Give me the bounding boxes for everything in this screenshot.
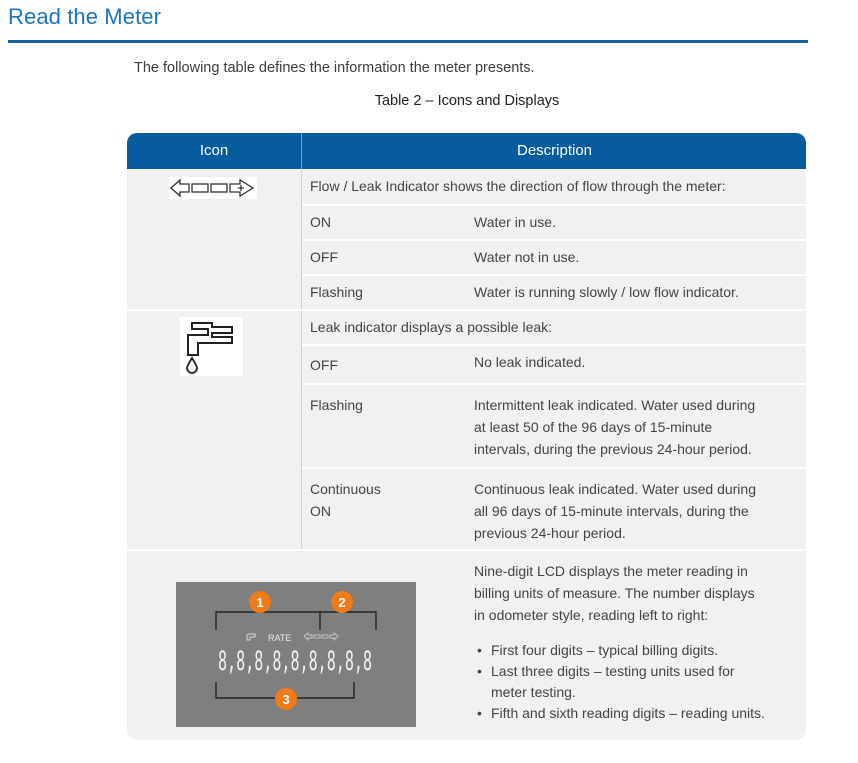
flow-leak-arrow-icon <box>169 177 257 199</box>
bullet-text: meter testing. <box>491 684 576 700</box>
flow-state: Flashing <box>310 284 363 300</box>
bullet-text: First four digits – typical billing digits. <box>491 642 719 658</box>
bullet-text: Last three digits – testing units used for <box>491 663 735 679</box>
leak-meaning: intervals, during the previous 24-hour period. <box>474 441 752 457</box>
leak-meaning: all 96 days of 15-minute intervals, during the <box>474 503 749 519</box>
flow-meaning: Water is running slowly / low flow indicator. <box>474 284 739 300</box>
row-divider <box>302 239 806 241</box>
lcd-faucet-icon <box>247 634 255 640</box>
page-title: Read the Meter <box>8 4 162 29</box>
bullet-text: Fifth and sixth reading digits – reading units. <box>491 705 765 721</box>
leak-meaning: previous 24-hour period. <box>474 525 626 541</box>
header-icon: Icon <box>199 142 229 159</box>
callout-1-label: 1 <box>256 595 264 610</box>
flow-state: OFF <box>310 249 338 265</box>
leak-state: OFF <box>310 357 338 373</box>
digit-bullet-list <box>474 640 804 724</box>
flow-meaning: Water in use. <box>474 214 556 230</box>
column-divider <box>301 169 302 550</box>
list-item: • First four digits – typical billing digits. <box>477 642 719 658</box>
leak-state: Flashing <box>310 397 363 413</box>
table-header <box>127 133 806 169</box>
list-item: • Fifth and sixth reading digits – reading units. <box>477 705 765 721</box>
section-divider <box>127 309 806 311</box>
row-divider <box>302 467 806 469</box>
flow-meaning: Water not in use. <box>474 249 580 265</box>
callout-3-label: 3 <box>282 692 290 707</box>
leak-meaning: Continuous leak indicated. Water used during <box>474 481 756 497</box>
lcd-flow-arrow-icon <box>304 633 338 640</box>
leak-state: ON <box>310 503 331 519</box>
leak-state: Continuous <box>310 481 381 497</box>
table-caption: Table 2 – Icons and Displays <box>374 93 560 109</box>
lcd-description: Nine-digit LCD displays the meter reading in <box>474 563 748 579</box>
flow-state: ON <box>310 214 331 230</box>
flow-description: Flow / Leak Indicator shows the direction of flow through the meter: <box>310 178 726 194</box>
lcd-digits: 8,8,8,8,8,8,8,8,8 <box>218 646 372 677</box>
row-divider <box>302 344 806 346</box>
row-divider <box>302 274 806 276</box>
row-divider <box>302 204 806 206</box>
row-divider <box>302 383 806 385</box>
list-item: • Last three digits – testing units used for meter testing. <box>477 663 735 700</box>
lcd-description: in odometer style, reading left to right: <box>474 607 709 623</box>
leak-description: Leak indicator displays a possible leak: <box>310 319 553 335</box>
leak-meaning: Intermittent leak indicated. Water used during <box>474 397 756 413</box>
intro-text: The following table defines the information the meter presents. <box>134 60 535 76</box>
lcd-display-image <box>176 582 416 727</box>
icons-displays-table <box>127 133 806 740</box>
lcd-description: billing units of measure. The number displays <box>474 585 755 601</box>
lcd-rate-label: RATE <box>268 633 292 643</box>
header-description: Description <box>301 133 806 169</box>
title-divider <box>8 40 808 43</box>
section-divider <box>127 549 806 551</box>
leak-meaning: No leak indicated. <box>474 354 586 370</box>
faucet-drip-icon <box>180 317 243 376</box>
leak-meaning: at least 50 of the 96 days of 15-minute <box>474 419 713 435</box>
callout-2-label: 2 <box>338 595 346 610</box>
